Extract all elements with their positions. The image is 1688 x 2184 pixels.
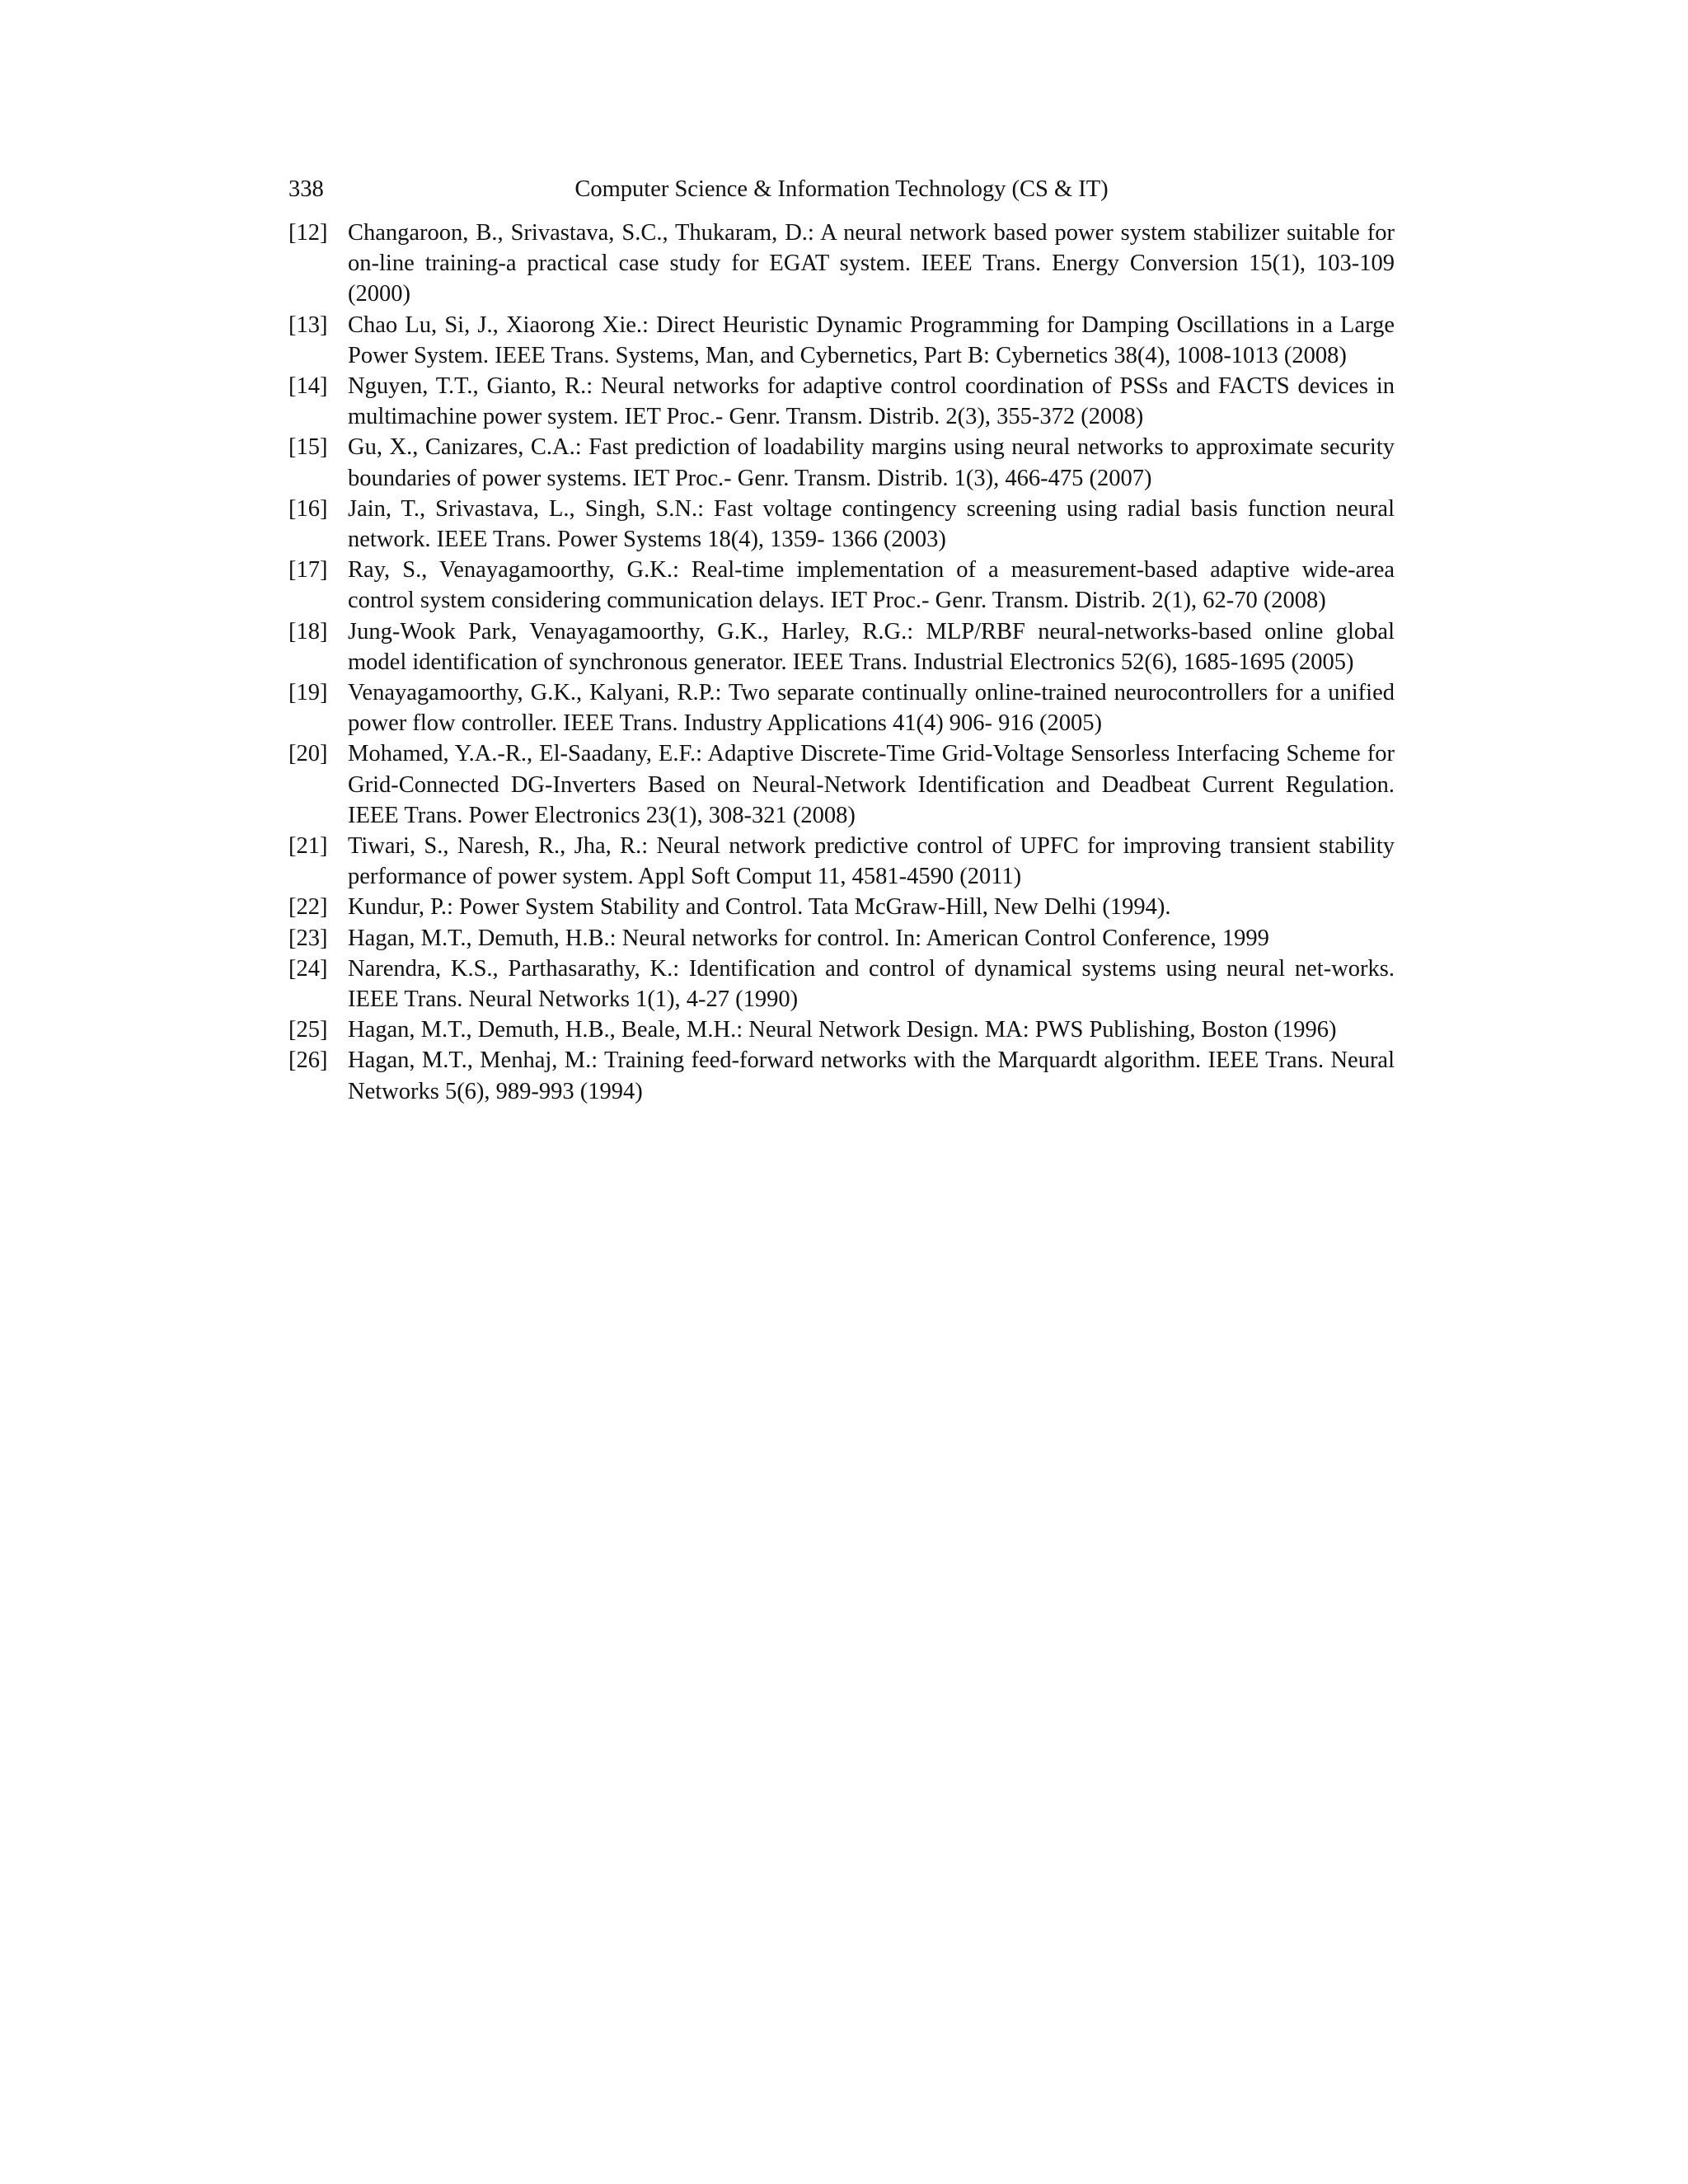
reference-item	[288, 555, 1395, 616]
reference-item	[288, 494, 1395, 555]
reference-item	[288, 923, 1395, 954]
reference-text: Chao Lu, Si, J., Xiaorong Xie.: Direct Heuristic Dynamic Programming for Damping Oscillations in a Large Power System. IEEE Trans. Systems, Man, and Cybernetics, Part B: Cybernetics 38(4), 1008-1013 (2008)	[348, 312, 1395, 368]
reference-number: [13]	[288, 312, 328, 338]
reference-item	[288, 1045, 1395, 1106]
reference-item	[288, 616, 1395, 677]
reference-text: Venayagamoorthy, G.K., Kalyani, R.P.: Two separate continually online-trained neurocontrollers for a unified power flow controller. IEEE Trans. Industry Applications 41(4) 906- 916 (2005)	[348, 680, 1395, 737]
reference-text: Mohamed, Y.A.-R., El-Saadany, E.F.: Adaptive Discrete-Time Grid-Voltage Sensorless Interfacing Scheme for Grid-Connected DG-Inverters Based on Neural-Network Identification and Deadbeat Current Regulation. IEEE Trans. Power Electronics 23(1), 308-321 (2008)	[348, 741, 1395, 828]
reference-number: [24]	[288, 955, 328, 982]
reference-item	[288, 954, 1395, 1015]
reference-number: [14]	[288, 373, 328, 400]
reference-text: Gu, X., Canizares, C.A.: Fast prediction of loadability margins using neural networks to approximate security boundaries of power systems. IET Proc.- Genr. Transm. Distrib. 1(3), 466-475 (2007)	[348, 434, 1395, 491]
reference-item	[288, 738, 1395, 831]
reference-number: [15]	[288, 434, 328, 461]
reference-item	[288, 677, 1395, 738]
reference-number: [26]	[288, 1047, 328, 1074]
reference-text: Kundur, P.: Power System Stability and Control. Tata McGraw-Hill, New Delhi (1994).	[348, 894, 1171, 921]
reference-text: Narendra, K.S., Parthasarathy, K.: Identification and control of dynamical systems using neural net-works. IEEE Trans. Neural Networks 1(1), 4-27 (1990)	[348, 955, 1395, 1013]
page-header	[288, 171, 1395, 208]
reference-text: Hagan, M.T., Menhaj, M.: Training feed-forward networks with the Marquardt algorithm. IEEE Trans. Neural Networks 5(6), 989-993 (1994)	[348, 1047, 1395, 1104]
reference-item	[288, 371, 1395, 432]
reference-number: [12]	[288, 220, 328, 246]
reference-number: [17]	[288, 557, 328, 583]
reference-number: [22]	[288, 894, 328, 921]
reference-number: [23]	[288, 925, 328, 951]
reference-text: Changaroon, B., Srivastava, S.C., Thukaram, D.: A neural network based power system stabilizer suitable for on-line training-a practical case study for EGAT system. IEEE Trans. Energy Conversion 15(1), 103-109 (2000)	[348, 220, 1395, 307]
reference-text: Hagan, M.T., Demuth, H.B., Beale, M.H.: Neural Network Design. MA: PWS Publishing, Boston (1996)	[348, 1017, 1337, 1043]
reference-number: [21]	[288, 833, 328, 860]
reference-item	[288, 310, 1395, 371]
reference-text: Jain, T., Srivastava, L., Singh, S.N.: Fast voltage contingency screening using radial basis function neural network. IEEE Trans. Power Systems 18(4), 1359- 1366 (2003)	[348, 495, 1395, 553]
reference-text: Ray, S., Venayagamoorthy, G.K.: Real-time implementation of a measurement-based adaptive wide-area control system considering communication delays. IET Proc.- Genr. Transm. Distrib. 2(1), 62-70 (2008)	[348, 557, 1395, 614]
reference-number: [16]	[288, 495, 328, 522]
reference-text: Jung-Wook Park, Venayagamoorthy, G.K., Harley, R.G.: MLP/RBF neural-networks-based online global model identification of synchronous generator. IEEE Trans. Industrial Electronics 52(6), 1685-1695 (2005)	[348, 618, 1395, 675]
running-title: Computer Science & Information Technology (CS & IT)	[574, 176, 1109, 202]
reference-item	[288, 831, 1395, 892]
reference-number: [19]	[288, 680, 328, 706]
reference-number: [20]	[288, 741, 328, 767]
reference-item	[288, 1015, 1395, 1045]
reference-text: Tiwari, S., Naresh, R., Jha, R.: Neural network predictive control of UPFC for improving transient stability performance of power system. Appl Soft Comput 11, 4581-4590 (2011)	[348, 833, 1395, 890]
reference-number: [18]	[288, 618, 328, 644]
reference-list	[288, 218, 1395, 1107]
reference-text: Hagan, M.T., Demuth, H.B.: Neural networks for control. In: American Control Conference, 1999	[348, 925, 1269, 951]
reference-text: Nguyen, T.T., Gianto, R.: Neural networks for adaptive control coordination of PSSs and FACTS devices in multimachine power system. IET Proc.- Genr. Transm. Distrib. 2(3), 355-372 (2008)	[348, 373, 1395, 430]
reference-item	[288, 892, 1395, 922]
page-number: 338	[288, 176, 324, 202]
reference-item	[288, 432, 1395, 493]
reference-item	[288, 218, 1395, 310]
reference-number: [25]	[288, 1017, 328, 1043]
